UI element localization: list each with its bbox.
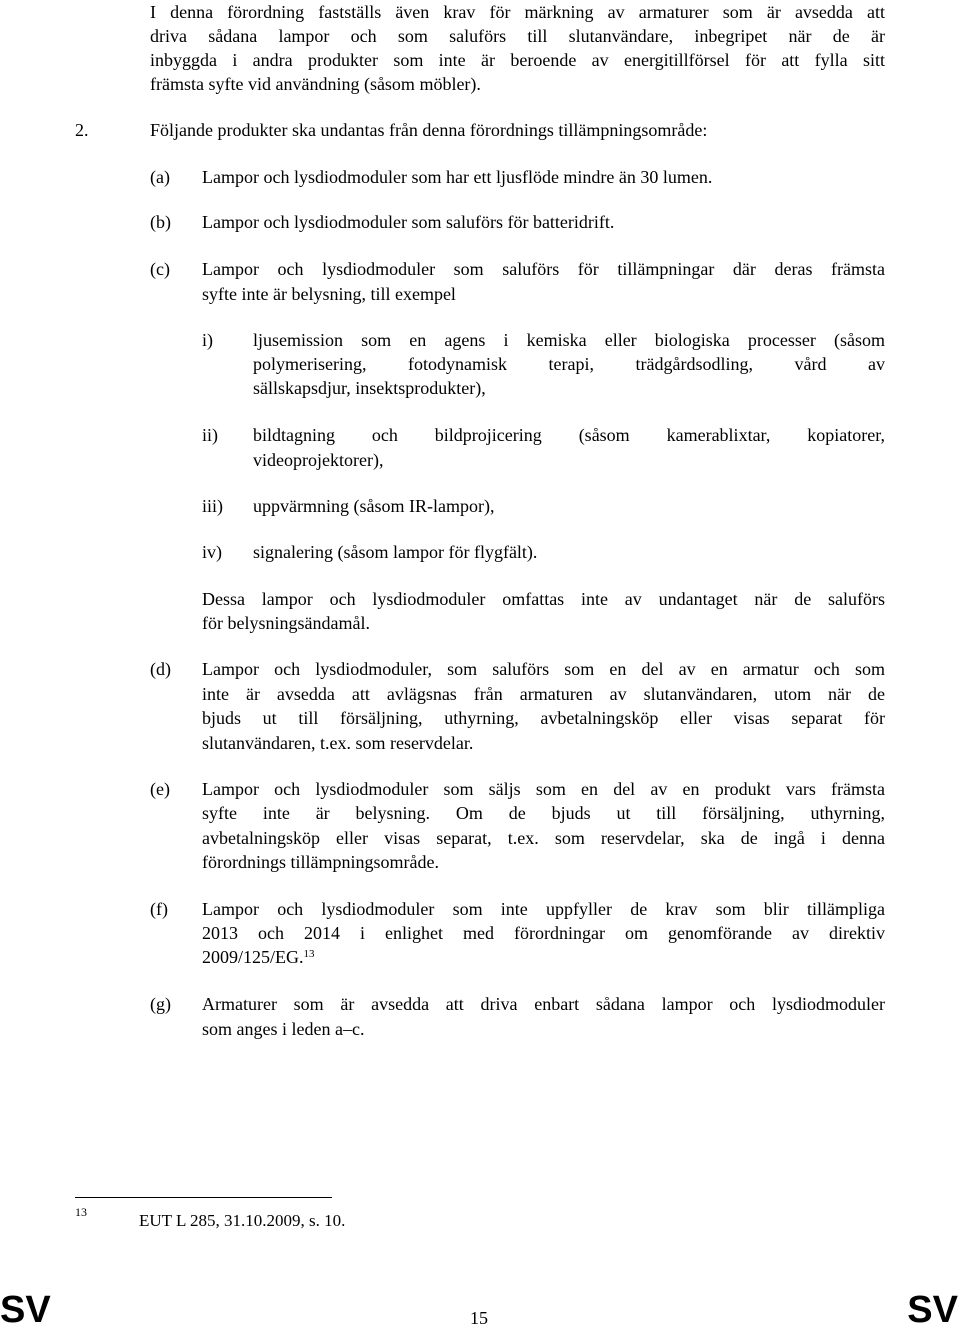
item-label: (d): [150, 659, 171, 679]
text-line: Lampor och lysdiodmoduler som har ett ljusflöde mindre än 30 lumen.: [202, 167, 713, 187]
item-label: (a): [150, 167, 170, 187]
footnote-separator: [75, 1197, 332, 1198]
text-line: förordnings tillämpningsområde.: [202, 852, 439, 872]
text-line: avbetalningsköp eller visas separat, t.ex. som reservdelar, ska de ingå i denna: [202, 828, 885, 848]
text-line: inte är avsedda att avlägsnas från armaturen av slutanvändaren, utom när de: [202, 684, 885, 704]
text-line: slutanvändaren, t.ex. som reservdelar.: [202, 733, 474, 753]
sub-item-label: iii): [202, 496, 223, 516]
text-line: Följande produkter ska undantas från denna förordnings tillämpningsområde:: [150, 120, 708, 140]
text-line: polymerisering, fotodynamisk terapi, trädgårdsodling, vård av: [253, 354, 885, 374]
page-number: 15: [470, 1308, 488, 1328]
language-code-right: SV: [907, 1289, 958, 1331]
item-label: (f): [150, 899, 168, 919]
item-label: (b): [150, 212, 171, 232]
text-line: [202, 945, 315, 970]
text-line: Armaturer som är avsedda att driva enbart sådana lampor och lysdiodmoduler: [202, 994, 885, 1014]
text-line: driva sådana lampor och som saluförs till slutanvändare, inbegripet när de är: [150, 26, 885, 46]
text-span: 2009/125/EG.: [202, 947, 304, 967]
text-line: Dessa lampor och lysdiodmoduler omfattas inte av undantaget när de saluförs: [202, 589, 885, 609]
text-line: som anges i leden a–c.: [202, 1019, 365, 1039]
text-line: inbyggda i andra produkter som inte är beroende av energitillförsel för att fylla sitt: [150, 50, 885, 70]
text-line: bildtagning och bildprojicering (såsom kamerablixtar, kopiatorer,: [253, 425, 885, 445]
text-line: signalering (såsom lampor för flygfält).: [253, 542, 538, 562]
footnote-number: 13: [75, 1205, 87, 1219]
text-line: bjuds ut till försäljning, uthyrning, avbetalningsköp eller visas separat för: [202, 708, 885, 728]
text-line: 2013 och 2014 i enlighet med förordningar om genomförande av direktiv: [202, 923, 885, 943]
paragraph-number: 2.: [75, 120, 89, 140]
sub-item-label: i): [202, 330, 213, 350]
text-line: I denna förordning fastställs även krav för märkning av armaturer som är avsedda att: [150, 2, 885, 22]
text-line: för belysningsändamål.: [202, 613, 370, 633]
text-line: främsta syfte vid användning (såsom möbler).: [150, 74, 481, 94]
text-line: syfte inte är belysning. Om de bjuds ut till försäljning, uthyrning,: [202, 803, 885, 823]
text-line: Lampor och lysdiodmoduler, som saluförs som en del av en armatur och som: [202, 659, 885, 679]
text-line: Lampor och lysdiodmoduler som saluförs för tillämpningar där deras främsta: [202, 259, 885, 279]
footnote-text: EUT L 285, 31.10.2009, s. 10.: [139, 1211, 346, 1230]
text-line: ljusemission som en agens i kemiska eller biologiska processer (såsom: [253, 330, 885, 350]
item-label: (c): [150, 259, 170, 279]
text-line: Lampor och lysdiodmoduler som saluförs för batteridrift.: [202, 212, 615, 232]
footnote-reference[interactable]: 13: [303, 948, 315, 960]
text-line: uppvärmning (såsom IR-lampor),: [253, 496, 495, 516]
text-line: videoprojektorer),: [253, 450, 384, 470]
item-label: (e): [150, 779, 170, 799]
language-code-left: SV: [0, 1289, 51, 1331]
text-line: Lampor och lysdiodmoduler som inte uppfyller de krav som blir tillämpliga: [202, 899, 885, 919]
item-label: (g): [150, 994, 171, 1014]
text-line: Lampor och lysdiodmoduler som säljs som en del av en produkt vars främsta: [202, 779, 885, 799]
sub-item-label: iv): [202, 542, 222, 562]
text-line: syfte inte är belysning, till exempel: [202, 284, 456, 304]
text-line: sällskapsdjur, insektsprodukter),: [253, 378, 486, 398]
sub-item-label: ii): [202, 425, 218, 445]
